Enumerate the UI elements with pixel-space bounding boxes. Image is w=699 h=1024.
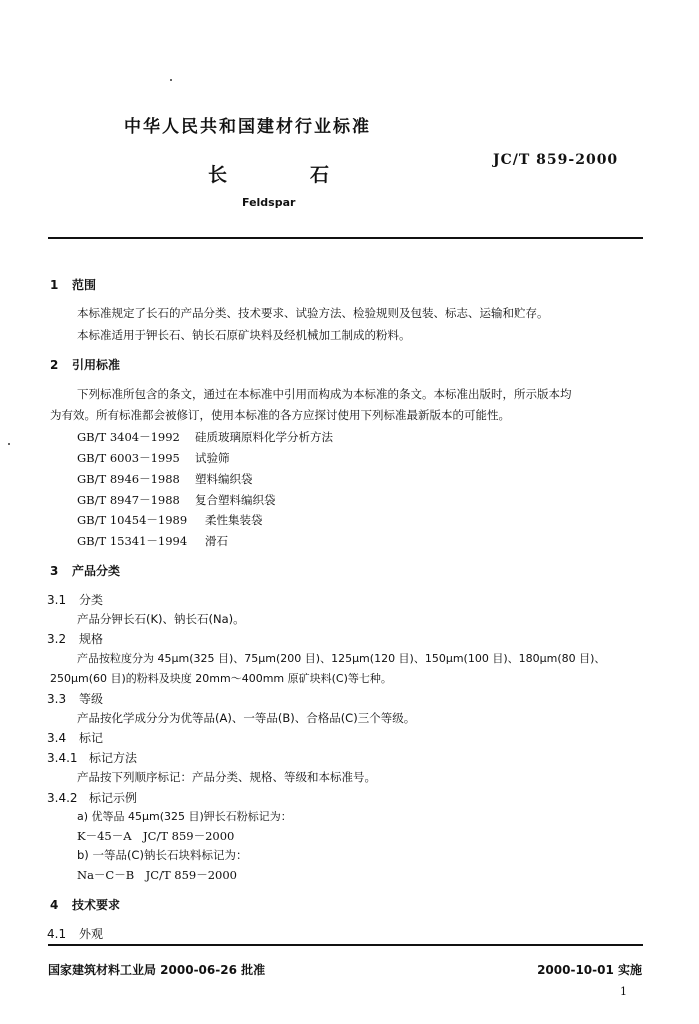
- title-char-1: 长: [208, 164, 228, 186]
- subsection-3-4-1-text: 产品按下列顺序标记：产品分类、规格、等级和本标准号。: [77, 770, 376, 784]
- subsection-4-1-heading: 4.1 外观: [47, 927, 104, 941]
- page-number: 1: [620, 985, 627, 998]
- header-divider: [48, 237, 643, 239]
- issuing-authority-title: 中华人民共和国建材行业标准: [124, 117, 371, 137]
- example-b-label: b) 一等品(C)钠长石块料标记为：: [77, 848, 248, 862]
- reference-item: GB/T 8947－1988 复合塑料编织袋: [77, 493, 276, 507]
- section-3-heading: 3 产品分类: [50, 564, 121, 578]
- section-2-paragraph-line-2: 为有效。所有标准都会被修订，使用本标准的各方应探讨使用下列标准最新版本的可能性。: [50, 408, 510, 422]
- example-a-label: a) 优等品 45μm(325 目)钾长石粉标记为：: [77, 810, 292, 823]
- reference-item: GB/T 8946－1988 塑料编织袋: [77, 472, 253, 486]
- reference-item: GB/T 6003－1995 试验筛: [77, 451, 230, 465]
- example-b-mark: Na－C－B JC/T 859－2000: [77, 868, 237, 882]
- section-1-paragraph-2: 本标准适用于钾长石、钠长石原矿块料及经机械加工制成的粉料。: [77, 328, 411, 342]
- section-2-heading: 2 引用标准: [50, 358, 121, 372]
- subsection-3-4-heading: 3.4 标记: [47, 731, 104, 745]
- subsection-3-3-heading: 3.3 等级: [47, 692, 104, 706]
- subsection-3-4-2-heading: 3.4.2 标记示例: [47, 791, 138, 805]
- standard-code: JC/T 859-2000: [493, 152, 619, 168]
- footer-divider: [48, 944, 643, 946]
- subsection-3-2-line-2: 250μm(60 目)的粉料及块度 20mm～400mm 原矿块料(C)等七种。: [50, 672, 392, 685]
- section-1-paragraph-1: 本标准规定了长石的产品分类、技术要求、试验方法、检验规则及包装、标志、运输和贮存。: [77, 306, 549, 320]
- implementation-date: 2000-10-01 实施: [537, 963, 642, 977]
- english-title: Feldspar: [242, 196, 296, 209]
- section-4-heading: 4 技术要求: [50, 898, 121, 912]
- subsection-3-1-text: 产品分钾长石(K)、钠长石(Na)。: [77, 612, 245, 626]
- reference-item: GB/T 3404－1992 硅质玻璃原料化学分析方法: [77, 430, 333, 444]
- section-2-paragraph-line-1: 下列标准所包含的条文，通过在本标准中引用而构成为本标准的条文。本标准出版时，所示版本均: [77, 387, 572, 401]
- subsection-3-2-line-1: 产品按粒度分为 45μm(325 目)、75μm(200 目)、125μm(120 目)、150μm(100 目)、180μm(80 目)、: [77, 652, 606, 665]
- approval-line: 国家建筑材料工业局 2000-06-26 批准: [48, 963, 266, 977]
- subsection-3-1-heading: 3.1 分类: [47, 593, 104, 607]
- subsection-3-2-heading: 3.2 规格: [47, 632, 104, 646]
- section-1-heading: 1 范围: [50, 278, 97, 292]
- subsection-3-4-1-heading: 3.4.1 标记方法: [47, 751, 138, 765]
- subsection-3-3-text: 产品按化学成分分为优等品(A)、一等品(B)、合格品(C)三个等级。: [77, 711, 416, 725]
- title-char-2: 石: [310, 164, 330, 186]
- reference-item: GB/T 15341－1994 滑石: [77, 534, 228, 548]
- reference-item: GB/T 10454－1989 柔性集装袋: [77, 513, 263, 527]
- example-a-mark: K－45－A JC/T 859－2000: [77, 829, 235, 843]
- scan-speck: [170, 79, 172, 81]
- scan-speck: [8, 443, 10, 445]
